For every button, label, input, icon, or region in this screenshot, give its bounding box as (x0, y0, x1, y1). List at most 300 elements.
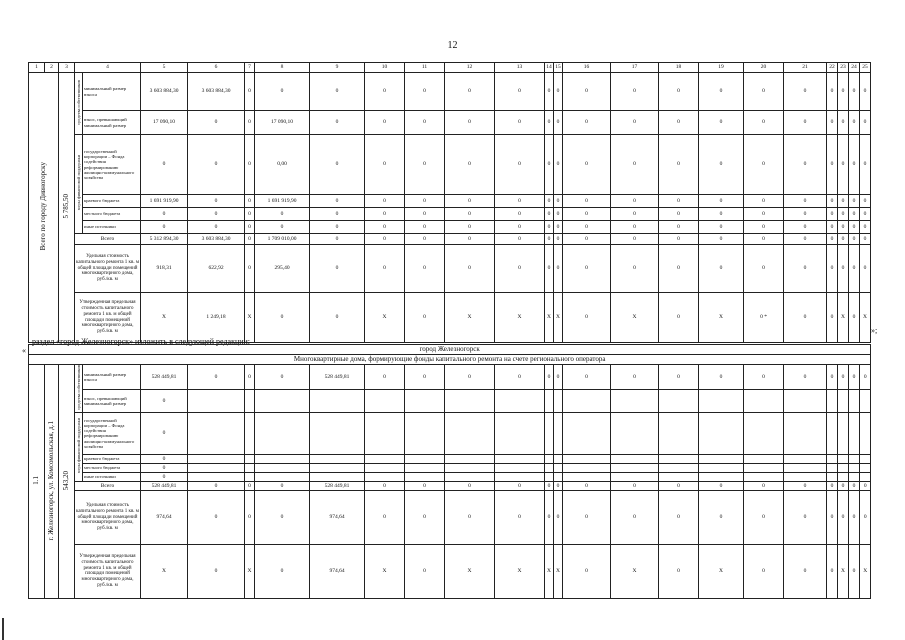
value-cell: 0 (827, 245, 838, 293)
value-cell (365, 390, 405, 413)
value-cell: 0 (545, 234, 554, 245)
value-cell (554, 463, 563, 472)
row-local (29, 208, 871, 221)
value-cell: 0 (784, 208, 827, 221)
col-header: 9 (310, 63, 365, 73)
value-cell (245, 390, 255, 413)
value-cell: 17 090,10 (255, 111, 310, 135)
value-cell (784, 390, 827, 413)
value-cell: 0 (255, 293, 310, 343)
value-cell (838, 454, 849, 463)
value-cell: 0 (495, 221, 545, 234)
row-label: минимальный размер взноса (83, 365, 141, 390)
value-cell: 0 (554, 195, 563, 208)
value-cell: 0 (405, 481, 445, 490)
value-cell: X (860, 293, 871, 343)
city-row (29, 345, 871, 355)
value-cell: 0 (405, 221, 445, 234)
row-number: 1.1 (32, 475, 41, 485)
value-cell (554, 472, 563, 481)
col-header: 18 (659, 63, 699, 73)
row-total (29, 234, 871, 245)
value-cell: 0 (699, 73, 744, 111)
value-cell (744, 454, 784, 463)
row-local (29, 463, 871, 472)
row-other (29, 472, 871, 481)
value-cell (245, 454, 255, 463)
value-cell (849, 454, 860, 463)
value-cell: 0 (255, 221, 310, 234)
group-own-label: средства собственников (76, 80, 81, 125)
value-cell: 0 (405, 73, 445, 111)
value-cell (310, 412, 365, 454)
region-cell (29, 73, 59, 343)
value-cell (849, 412, 860, 454)
value-cell: 0 (860, 73, 871, 111)
value-cell: 0 (445, 221, 495, 234)
value-cell: 0 (744, 73, 784, 111)
value-cell: 0 (141, 221, 188, 234)
value-cell: 0 (827, 208, 838, 221)
value-cell (554, 390, 563, 413)
col-header: 6 (188, 63, 245, 73)
value-cell (495, 463, 545, 472)
value-cell (699, 390, 744, 413)
value-cell: 0 (563, 208, 611, 221)
value-cell: 0 (838, 245, 849, 293)
value-cell: 0 (849, 208, 860, 221)
value-cell (563, 390, 611, 413)
value-cell: X (554, 293, 563, 343)
value-cell (838, 412, 849, 454)
value-cell: 0 (554, 365, 563, 390)
value-cell: 0 (563, 245, 611, 293)
value-cell: 0 (495, 111, 545, 135)
value-cell: 0 (554, 481, 563, 490)
value-cell: 0 (744, 365, 784, 390)
value-cell: 0 (141, 208, 188, 221)
value-cell (860, 454, 871, 463)
value-cell: 0 (255, 73, 310, 111)
value-cell (545, 472, 554, 481)
value-cell: 0 (838, 234, 849, 245)
value-cell: 0 (365, 208, 405, 221)
value-cell (784, 454, 827, 463)
value-cell: 1 249,18 (188, 293, 245, 343)
value-cell (659, 463, 699, 472)
value-cell: 0 (445, 111, 495, 135)
value-cell: 0 (554, 221, 563, 234)
closing-mark: »; (871, 326, 878, 335)
value-cell: X (245, 293, 255, 343)
value-cell: 0 (659, 234, 699, 245)
value-cell: 0 (744, 234, 784, 245)
value-cell: 0 (860, 208, 871, 221)
value-cell: 0 (838, 481, 849, 490)
value-cell (554, 454, 563, 463)
value-cell (611, 412, 659, 454)
row-regional (29, 454, 871, 463)
value-cell: 974,64 (310, 544, 365, 598)
col-header: 25 (860, 63, 871, 73)
value-cell: 918,31 (141, 245, 188, 293)
value-cell (310, 463, 365, 472)
value-cell: 0 (744, 245, 784, 293)
value-cell: 0 (611, 490, 659, 544)
row-label: иные источники (83, 472, 141, 481)
value-cell: 0 (744, 481, 784, 490)
value-cell: X (495, 544, 545, 598)
value-cell: 0 (405, 111, 445, 135)
value-cell (255, 454, 310, 463)
row-label: Удельная стоимость капитального ремонта 1 кв. м общей площади помещений многоквартирного дома, руб./кв. м (75, 490, 141, 544)
value-cell: 0 (659, 111, 699, 135)
value-cell: 0 (545, 195, 554, 208)
value-cell: 622,92 (188, 245, 245, 293)
value-cell (860, 472, 871, 481)
value-cell (245, 472, 255, 481)
value-cell (659, 390, 699, 413)
value-cell: 0 (784, 195, 827, 208)
value-cell: 0 (445, 73, 495, 111)
value-cell: X (554, 544, 563, 598)
col-header: 24 (849, 63, 860, 73)
value-cell: 0 (659, 195, 699, 208)
value-cell: 0 (860, 111, 871, 135)
value-cell: 0 (699, 221, 744, 234)
address-cell (45, 365, 59, 599)
value-cell: 0 (365, 234, 405, 245)
value-cell: 0 (405, 208, 445, 221)
value-cell: 0 (141, 463, 188, 472)
value-cell: 0 (545, 481, 554, 490)
value-cell (784, 463, 827, 472)
value-cell: 0 (365, 245, 405, 293)
value-cell: 0 (849, 234, 860, 245)
value-cell: 0 (827, 221, 838, 234)
value-cell: 0 (860, 135, 871, 195)
value-cell (445, 454, 495, 463)
value-cell: 0 (495, 490, 545, 544)
value-cell: 0 (784, 221, 827, 234)
value-cell (860, 412, 871, 454)
value-cell (611, 454, 659, 463)
value-cell: 0 (744, 208, 784, 221)
value-cell (545, 454, 554, 463)
value-cell (659, 412, 699, 454)
value-cell: 0 (188, 208, 245, 221)
value-cell (659, 454, 699, 463)
value-cell: 1 691 919,90 (255, 195, 310, 208)
value-cell: 1 709 010,00 (255, 234, 310, 245)
value-cell: 0 (827, 365, 838, 390)
value-cell: 0 (495, 195, 545, 208)
value-cell (611, 472, 659, 481)
scan-edge-mark (2, 618, 4, 640)
value-cell: 0 (611, 73, 659, 111)
value-cell: 0 (611, 365, 659, 390)
value-cell (445, 472, 495, 481)
value-cell (827, 390, 838, 413)
value-cell: 0 (445, 481, 495, 490)
col-header: 20 (744, 63, 784, 73)
value-cell: 0 (365, 221, 405, 234)
value-cell (827, 412, 838, 454)
value-cell: X (545, 544, 554, 598)
value-cell: 528 449,81 (310, 481, 365, 490)
value-cell: X (611, 544, 659, 598)
value-cell: 0 (659, 481, 699, 490)
value-cell (188, 463, 245, 472)
value-cell (495, 390, 545, 413)
value-cell: 0 (784, 293, 827, 343)
value-cell: 0 (445, 234, 495, 245)
value-cell: X (611, 293, 659, 343)
value-cell: 528 449,81 (141, 481, 188, 490)
value-cell (744, 390, 784, 413)
value-cell: 0 (563, 544, 611, 598)
value-cell: 0 (554, 111, 563, 135)
value-cell: 0 (827, 490, 838, 544)
value-cell (188, 390, 245, 413)
value-cell (849, 463, 860, 472)
value-cell: X (245, 544, 255, 598)
value-cell: X (860, 544, 871, 598)
value-cell: 0 (554, 135, 563, 195)
value-cell: 0 (611, 208, 659, 221)
value-cell: 0 (563, 73, 611, 111)
value-cell: 528 449,81 (141, 365, 188, 390)
col-header: 17 (611, 63, 659, 73)
value-cell: 0 (245, 234, 255, 245)
value-cell (563, 412, 611, 454)
value-cell: 0 (860, 365, 871, 390)
value-cell (188, 454, 245, 463)
value-cell: 0 (611, 234, 659, 245)
row-label: государственной корпорации – Фонда содействия реформированию жилищно-коммунального хозяйства (83, 135, 141, 195)
value-cell (495, 454, 545, 463)
value-cell: 0 (310, 245, 365, 293)
value-cell: 0 (188, 195, 245, 208)
value-cell: 0 (310, 195, 365, 208)
value-cell: 0 (405, 544, 445, 598)
row-regional (29, 195, 871, 208)
value-cell: 0 (188, 481, 245, 490)
value-cell (255, 390, 310, 413)
group-support-cell (75, 412, 83, 481)
region-label: Всего по городу Дивногорску (39, 162, 48, 251)
value-cell (699, 454, 744, 463)
value-cell: 5 312 894,30 (141, 234, 188, 245)
row-max-cost (29, 293, 871, 343)
value-cell: 0 (405, 293, 445, 343)
value-cell: X (365, 293, 405, 343)
row-label: взнос, превышающий минимальный размер (83, 390, 141, 413)
value-cell (405, 463, 445, 472)
row-label: краевого бюджета (83, 195, 141, 208)
value-cell: 0 (849, 481, 860, 490)
value-cell: X (445, 544, 495, 598)
value-cell: 0 (141, 390, 188, 413)
value-cell: X (445, 293, 495, 343)
value-cell: 17 090,10 (141, 111, 188, 135)
value-cell: 0 (563, 135, 611, 195)
value-cell: 0 (545, 221, 554, 234)
value-cell (405, 454, 445, 463)
value-cell: 0 (545, 490, 554, 544)
col-header: 1 (29, 63, 45, 73)
value-cell: 0 (784, 245, 827, 293)
value-cell: 0 (365, 73, 405, 111)
value-cell: 0 (744, 544, 784, 598)
value-cell: 0 (141, 135, 188, 195)
value-cell (554, 412, 563, 454)
value-cell: 0 (545, 111, 554, 135)
value-cell: 0 (310, 111, 365, 135)
col-header: 8 (255, 63, 310, 73)
value-cell (849, 390, 860, 413)
value-cell (744, 412, 784, 454)
value-cell: 0 (838, 135, 849, 195)
fund-subtitle: Многоквартирные дома, формирующие фонды капитального ремонта на счете регионального оператора (29, 355, 871, 365)
value-cell: 0 (188, 544, 245, 598)
value-cell: 0 (405, 245, 445, 293)
value-cell: 0 (188, 365, 245, 390)
value-cell: 0 (849, 135, 860, 195)
value-cell: 0 (141, 412, 188, 454)
value-cell: 0 (141, 454, 188, 463)
value-cell (365, 412, 405, 454)
group-support-label: меры финансовой поддержки (76, 155, 81, 211)
value-cell (310, 454, 365, 463)
value-cell (445, 463, 495, 472)
value-cell (860, 390, 871, 413)
value-cell: 0 (838, 73, 849, 111)
value-cell (699, 412, 744, 454)
value-cell: 0 (245, 245, 255, 293)
row-over-min (29, 390, 871, 413)
num-cell (29, 365, 45, 599)
value-cell: 0 (445, 135, 495, 195)
value-cell: 0 (495, 135, 545, 195)
value-cell: X (699, 544, 744, 598)
col-header: 11 (405, 63, 445, 73)
section-instruction: раздел «город Железногорск» изложить в следующей редакции: (32, 337, 251, 346)
value-cell: 3 603 884,30 (188, 234, 245, 245)
value-cell (255, 412, 310, 454)
value-cell: 0 (365, 365, 405, 390)
value-cell: 0 (860, 490, 871, 544)
value-cell: 0 (563, 195, 611, 208)
value-cell: 0 (827, 195, 838, 208)
value-cell (445, 412, 495, 454)
value-cell: 0 (699, 111, 744, 135)
value-cell (310, 472, 365, 481)
value-cell: 0 (445, 490, 495, 544)
value-cell: 528 449,81 (310, 365, 365, 390)
value-cell (699, 463, 744, 472)
value-cell: 0 (365, 490, 405, 544)
value-cell: 0 (365, 135, 405, 195)
value-cell: 0 (827, 135, 838, 195)
value-cell: 0 (245, 490, 255, 544)
row-label: иные источники (83, 221, 141, 234)
page-number: 12 (447, 40, 458, 51)
city-heading: город Железногорск (29, 345, 871, 355)
value-cell: 0 (827, 111, 838, 135)
row-min-fee (29, 73, 871, 111)
value-cell (860, 463, 871, 472)
value-cell: 0 (310, 135, 365, 195)
value-cell (611, 463, 659, 472)
row-over-min (29, 111, 871, 135)
value-cell: 0 (245, 365, 255, 390)
value-cell: 0 (141, 472, 188, 481)
value-cell: X (141, 293, 188, 343)
value-cell: 0 (495, 481, 545, 490)
value-cell: 0 (405, 195, 445, 208)
value-cell: 0 (860, 245, 871, 293)
value-cell: 0 (699, 208, 744, 221)
col-header: 16 (563, 63, 611, 73)
col-header: 3 (59, 63, 75, 73)
value-cell: 0 (255, 481, 310, 490)
value-cell: 0 (784, 490, 827, 544)
value-cell: X (838, 293, 849, 343)
value-cell: 0 (405, 490, 445, 544)
col-header: 22 (827, 63, 838, 73)
value-cell: 0 (838, 111, 849, 135)
value-cell (563, 454, 611, 463)
value-cell: 974,64 (310, 490, 365, 544)
value-cell: 0 (310, 73, 365, 111)
area-cell (59, 365, 75, 599)
value-cell: 3 603 884,30 (141, 73, 188, 111)
value-cell: 0 (310, 234, 365, 245)
value-cell: 0 (659, 544, 699, 598)
row-label: взнос, превышающий минимальный размер (83, 111, 141, 135)
row-label: минимальный размер взноса (83, 73, 141, 111)
value-cell: 0 (860, 221, 871, 234)
value-cell (495, 412, 545, 454)
address-label: г. Железногорск, ул. Комсомольская, д.1 (47, 420, 56, 541)
value-cell: X (365, 544, 405, 598)
value-cell: 0 (545, 208, 554, 221)
value-cell: 0 (255, 365, 310, 390)
row-other (29, 221, 871, 234)
value-cell (827, 463, 838, 472)
value-cell: 0 (545, 245, 554, 293)
value-cell: 0 (495, 73, 545, 111)
value-cell (545, 412, 554, 454)
value-cell: 0 (860, 195, 871, 208)
value-cell (188, 472, 245, 481)
value-cell: 0 (849, 245, 860, 293)
value-cell: 0 (245, 221, 255, 234)
value-cell: 0 (838, 365, 849, 390)
value-cell: 0 (563, 481, 611, 490)
value-cell: 0 (744, 111, 784, 135)
col-header: 13 (495, 63, 545, 73)
value-cell: 0 (255, 544, 310, 598)
col-header: 19 (699, 63, 744, 73)
col-header: 15 (554, 63, 563, 73)
value-cell: 0 (784, 544, 827, 598)
value-cell (245, 463, 255, 472)
header-row (29, 63, 871, 73)
value-cell: 0 (838, 221, 849, 234)
value-cell: 0 (365, 481, 405, 490)
